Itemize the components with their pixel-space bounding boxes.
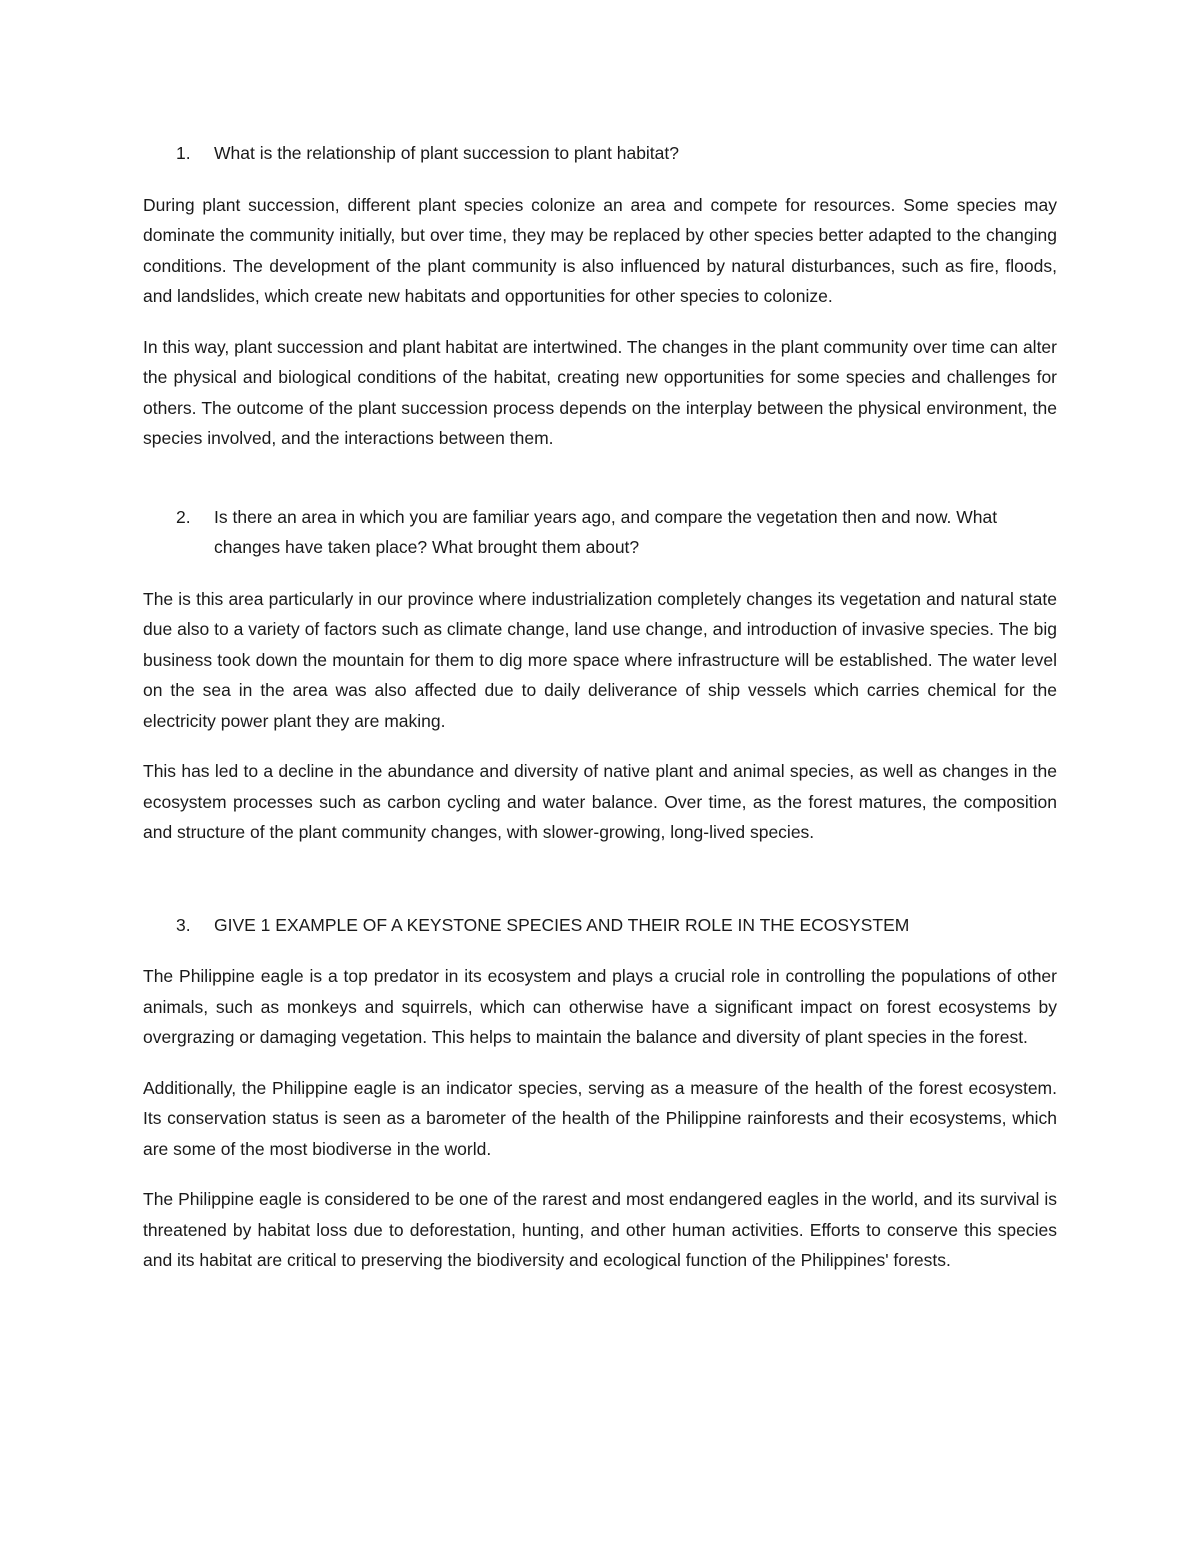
answer-paragraph: This has led to a decline in the abundance and diversity of native plant and animal species, as well as changes in the ecosystem processes such as carbon cycling and water balance. Over time, as the forest matures, the composition and structure of the plant community changes, with slower-growing, long-lived species.: [143, 761, 1057, 842]
question-3: [143, 910, 1057, 941]
document-body: [143, 138, 1057, 1296]
question-text: Is there an area in which you are familiar years ago, and compare the vegetation then and now. What changes have taken place? What brought them about?: [214, 506, 998, 557]
question-1: [143, 138, 1057, 169]
question-number: 3.: [176, 914, 191, 935]
question-number: 1.: [176, 143, 191, 163]
answer-paragraph: The Philippine eagle is considered to be one of the rarest and most endangered eagles in the world, and its survival is threatened by habitat loss due to deforestation, hunting, and other human activities. Efforts to conserve this species and its habitat are critical to preserving the biodiversity and ecological function of the Philippines' forests.: [143, 1189, 1057, 1270]
answer-paragraph: Additionally, the Philippine eagle is an indicator species, serving as a measure of the health of the forest ecosystem. Its conservation status is seen as a barometer of the health of the Philippine rainforests and their ecosystems, which are some of the most biodiverse in the world.: [143, 1077, 1057, 1159]
question-text: GIVE 1 EXAMPLE OF A KEYSTONE SPECIES AND THEIR ROLE IN THE ECOSYSTEM: [214, 914, 910, 935]
answer-paragraph: The is this area particularly in our province where industrialization completely changes its vegetation and natural state due also to a variety of factors such as climate change, land use change, and introduction of invasive species. The big business took down the mountain for them to dig more space where infrastructure will be established. The water level on the sea in the area was also affected due to daily deliverance of ship vessels which carries chemical for the electricity power plant they are making.: [143, 588, 1057, 731]
answer-paragraph: In this way, plant succession and plant habitat are intertwined. The changes in the plant community over time can alter the physical and biological conditions of the habitat, creating new opportunities for some species and challenges for others. The outcome of the plant succession process depends on the interplay between the physical environment, the species involved, and the interactions between them.: [143, 336, 1057, 448]
question-number: 2.: [176, 506, 191, 527]
question-text: What is the relationship of plant succession to plant habitat?: [214, 143, 679, 163]
question-2: [143, 502, 1057, 563]
answer-paragraph: The Philippine eagle is a top predator in its ecosystem and plays a crucial role in controlling the populations of other animals, such as monkeys and squirrels, which can otherwise have a significant impact on forest ecosystems by overgrazing or damaging vegetation. This helps to maintain the balance and diversity of plant species in the forest.: [143, 966, 1057, 1047]
answer-paragraph: During plant succession, different plant species colonize an area and compete for resources. Some species may dominate the community initially, but over time, they may be replaced by other species better adapted to the changing conditions. The development of the plant community is also influenced by natural disturbances, such as fire, floods, and landslides, which create new habitats and opportunities for other species to colonize.: [143, 194, 1057, 306]
